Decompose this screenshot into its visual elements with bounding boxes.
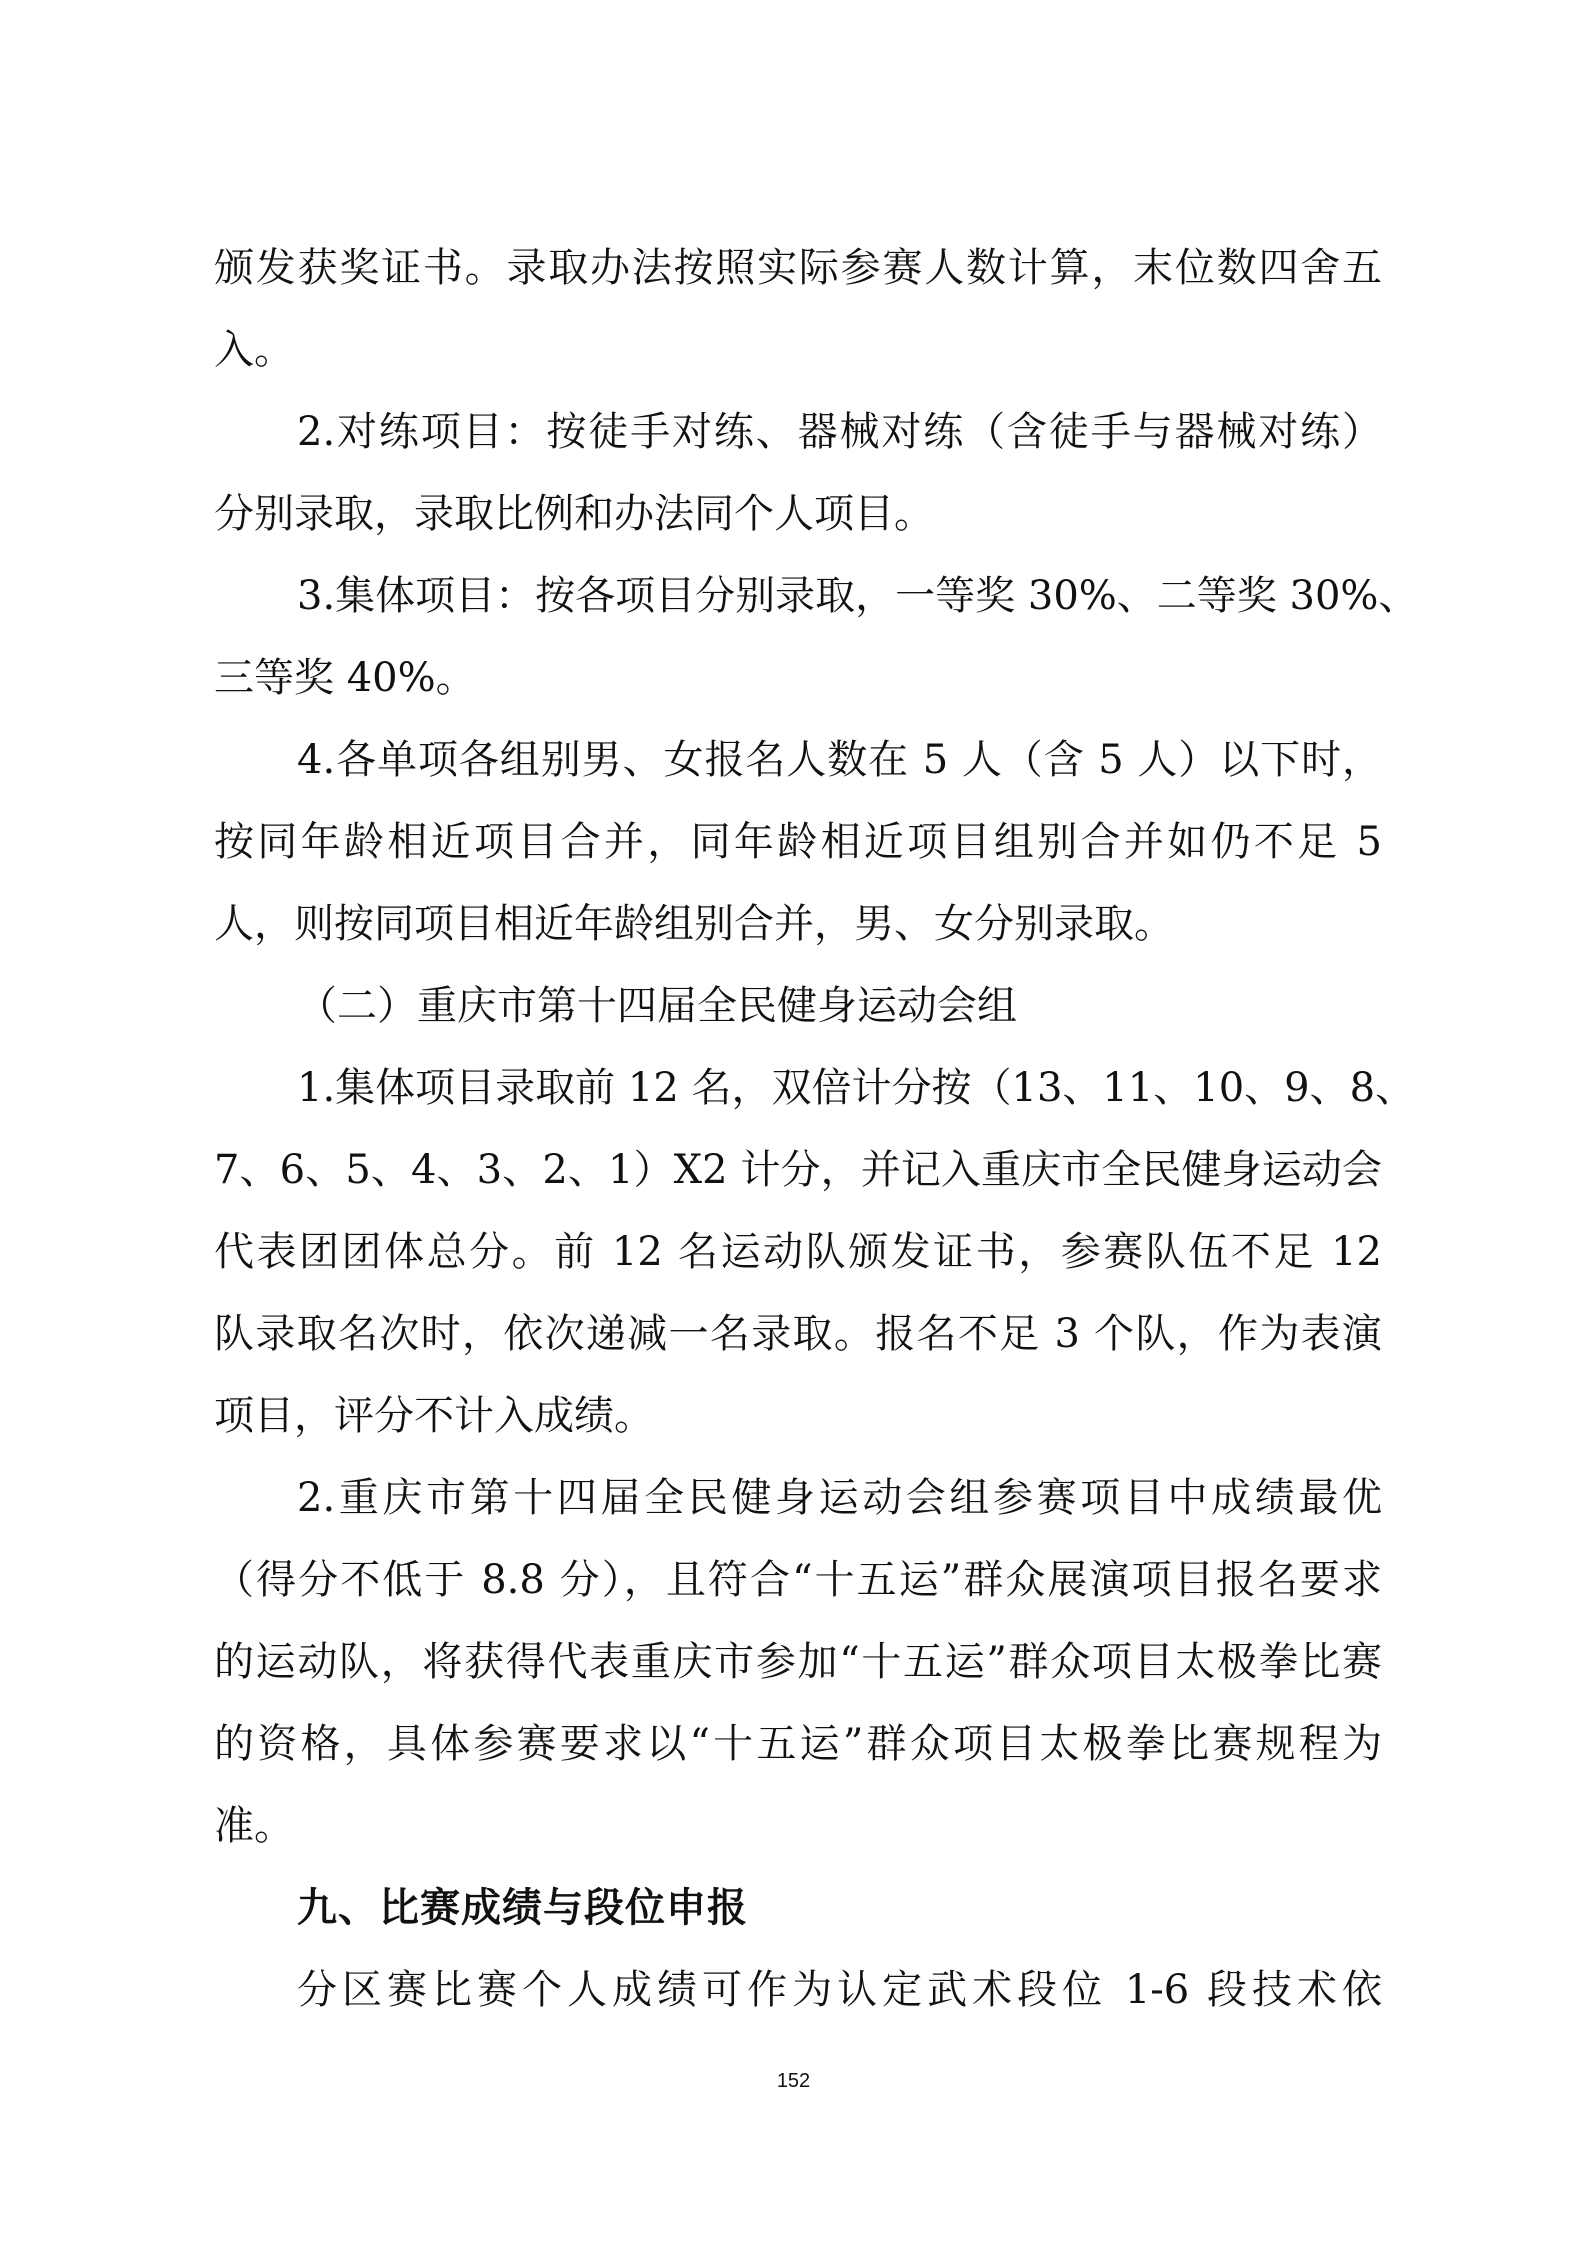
text-line: 颁发获奖证书。录取办法按照实际参赛人数计算，末位数四舍五 bbox=[214, 245, 1382, 291]
text-line: 项目，评分不计入成绩。 bbox=[214, 1393, 654, 1439]
text-line: 分别录取，录取比例和办法同个人项目。 bbox=[214, 491, 934, 537]
page-number: 152 bbox=[776, 2070, 811, 2092]
text-line: 的资格，具体参赛要求以“十五运”群众项目太极拳比赛规程为 bbox=[214, 1721, 1382, 1767]
text-line: 的运动队，将获得代表重庆市参加“十五运”群众项目太极拳比赛 bbox=[214, 1639, 1382, 1685]
section-heading: 九、比赛成绩与段位申报 bbox=[297, 1885, 748, 1931]
text-line: 人，则按同项目相近年龄组别合并，男、女分别录取。 bbox=[214, 901, 1174, 947]
text-line: 3.集体项目：按各项目分别录取，一等奖 30%、二等奖 30%、 bbox=[297, 573, 1419, 619]
text-line: 入。 bbox=[214, 327, 294, 373]
text-line: 7、6、5、4、3、2、1）X2 计分，并记入重庆市全民健身运动会 bbox=[214, 1147, 1382, 1193]
text-line: 分区赛比赛个人成绩可作为认定武术段位 1-6 段技术依 bbox=[297, 1967, 1382, 2013]
text-line: 2.重庆市第十四届全民健身运动会组参赛项目中成绩最优 bbox=[297, 1475, 1382, 1521]
text-line: 按同年龄相近项目合并，同年龄相近项目组别合并如仍不足 5 bbox=[214, 819, 1382, 865]
text-line: 队录取名次时，依次递减一名录取。报名不足 3 个队，作为表演 bbox=[214, 1311, 1382, 1357]
text-line: 1.集体项目录取前 12 名，双倍计分按（13、11、10、9、8、 bbox=[297, 1065, 1416, 1111]
text-line: 准。 bbox=[214, 1803, 294, 1849]
text-line: （得分不低于 8.8 分），且符合“十五运”群众展演项目报名要求 bbox=[214, 1557, 1382, 1603]
text-line: 2.对练项目：按徒手对练、器械对练（含徒手与器械对练） bbox=[297, 409, 1382, 455]
section-subheading: （二）重庆市第十四届全民健身运动会组 bbox=[297, 983, 1017, 1029]
text-line: 三等奖 40%。 bbox=[214, 655, 476, 701]
text-line: 4.各单项各组别男、女报名人数在 5 人（含 5 人）以下时， bbox=[297, 737, 1382, 783]
text-line: 代表团团体总分。前 12 名运动队颁发证书，参赛队伍不足 12 bbox=[214, 1229, 1382, 1275]
